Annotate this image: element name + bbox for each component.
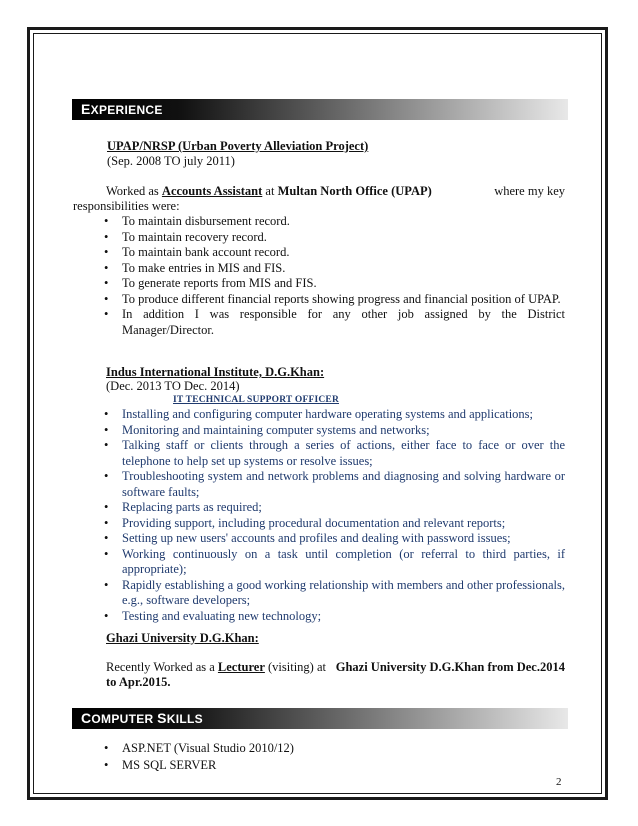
computer-skills-section-header <box>72 708 568 729</box>
job2-title: IT TECHNICAL SUPPORT OFFICER <box>173 395 340 405</box>
list-item: • Installing and configuring computer hardware operating systems and applications; <box>122 407 565 423</box>
page-number: 2 <box>556 776 562 788</box>
job2-duties-list <box>122 407 565 624</box>
experience-header-rest: XPERIENCE <box>90 103 163 117</box>
skills-header-rest2: KILLS <box>166 712 203 726</box>
job1-office: Multan North Office (UPAP) <box>277 184 432 198</box>
job1-organization: UPAP/NRSP (Urban Poverty Alleviation Project) <box>107 139 369 153</box>
job1-intro-line2: responsibilities were: <box>73 199 180 213</box>
list-item: • Talking staff or clients through a series of actions, either face to face or over the telephone to help set up systems or resolve issues; <box>122 438 565 469</box>
list-item: • To maintain disbursement record. <box>122 214 565 230</box>
list-item: • Testing and evaluating new technology; <box>122 609 565 625</box>
list-item: • To generate reports from MIS and FIS. <box>122 276 565 292</box>
list-item: • To maintain bank account record. <box>122 245 565 261</box>
job1-dates: (Sep. 2008 TO july 2011) <box>107 154 235 168</box>
job3-paragraph: Recently Worked as a Lecturer (visiting) at Ghazi University D.G.Khan from Dec.2014 <box>106 660 565 674</box>
list-item: • Rapidly establishing a good working relationship with members and other professionals, e.g., software developers; <box>122 578 565 609</box>
skills-list <box>122 740 565 774</box>
list-item: • Replacing parts as required; <box>122 500 565 516</box>
list-item: • In addition I was responsible for any other job assigned by the District Manager/Director. <box>122 307 565 338</box>
job3-university: Ghazi University D.G.Khan from Dec.2014 <box>335 660 565 674</box>
list-item: • To make entries in MIS and FIS. <box>122 261 565 277</box>
list-item: • Providing support, including procedural documentation and relevant reports; <box>122 516 565 532</box>
job1-intro-text-a: Worked as Accounts Assistant at Multan North Office (UPAP) <box>106 184 432 198</box>
list-item: • To maintain recovery record. <box>122 230 565 246</box>
list-item: • Troubleshooting system and network problems and diagnosing and solving hardware or software faults; <box>122 469 565 500</box>
list-item: • ASP.NET (Visual Studio 2010/12) <box>122 740 565 757</box>
job1-role: Accounts Assistant <box>161 184 263 198</box>
list-item: • Monitoring and maintaining computer systems and networks; <box>122 423 565 439</box>
list-item: • Working continuously on a task until completion (or referral to third parties, if appropriate); <box>122 547 565 578</box>
job1-intro <box>106 184 565 200</box>
job1-intro-text-c: where my key <box>494 184 565 198</box>
experience-header-cap: E <box>81 101 91 117</box>
skills-header-cap1: C <box>81 710 92 726</box>
job2-dates: (Dec. 2013 TO Dec. 2014) <box>106 379 240 393</box>
experience-section-header <box>72 99 568 120</box>
list-item: • Setting up new users' accounts and profiles and dealing with password issues; <box>122 531 565 547</box>
job3-organization: Ghazi University D.G.Khan: <box>106 631 259 645</box>
list-item: • To produce different financial reports showing progress and financial position of UPAP. <box>122 292 565 308</box>
list-item: • MS SQL SERVER <box>122 757 565 774</box>
job3-paragraph-line2: to Apr.2015. <box>106 675 171 689</box>
skills-header-rest1: OMPUTER <box>91 712 158 726</box>
job2-organization: Indus International Institute, D.G.Khan: <box>106 365 325 379</box>
job1-responsibilities-list <box>122 214 565 338</box>
skills-header-cap2: S <box>157 710 167 726</box>
job3-role: Lecturer <box>217 660 265 674</box>
